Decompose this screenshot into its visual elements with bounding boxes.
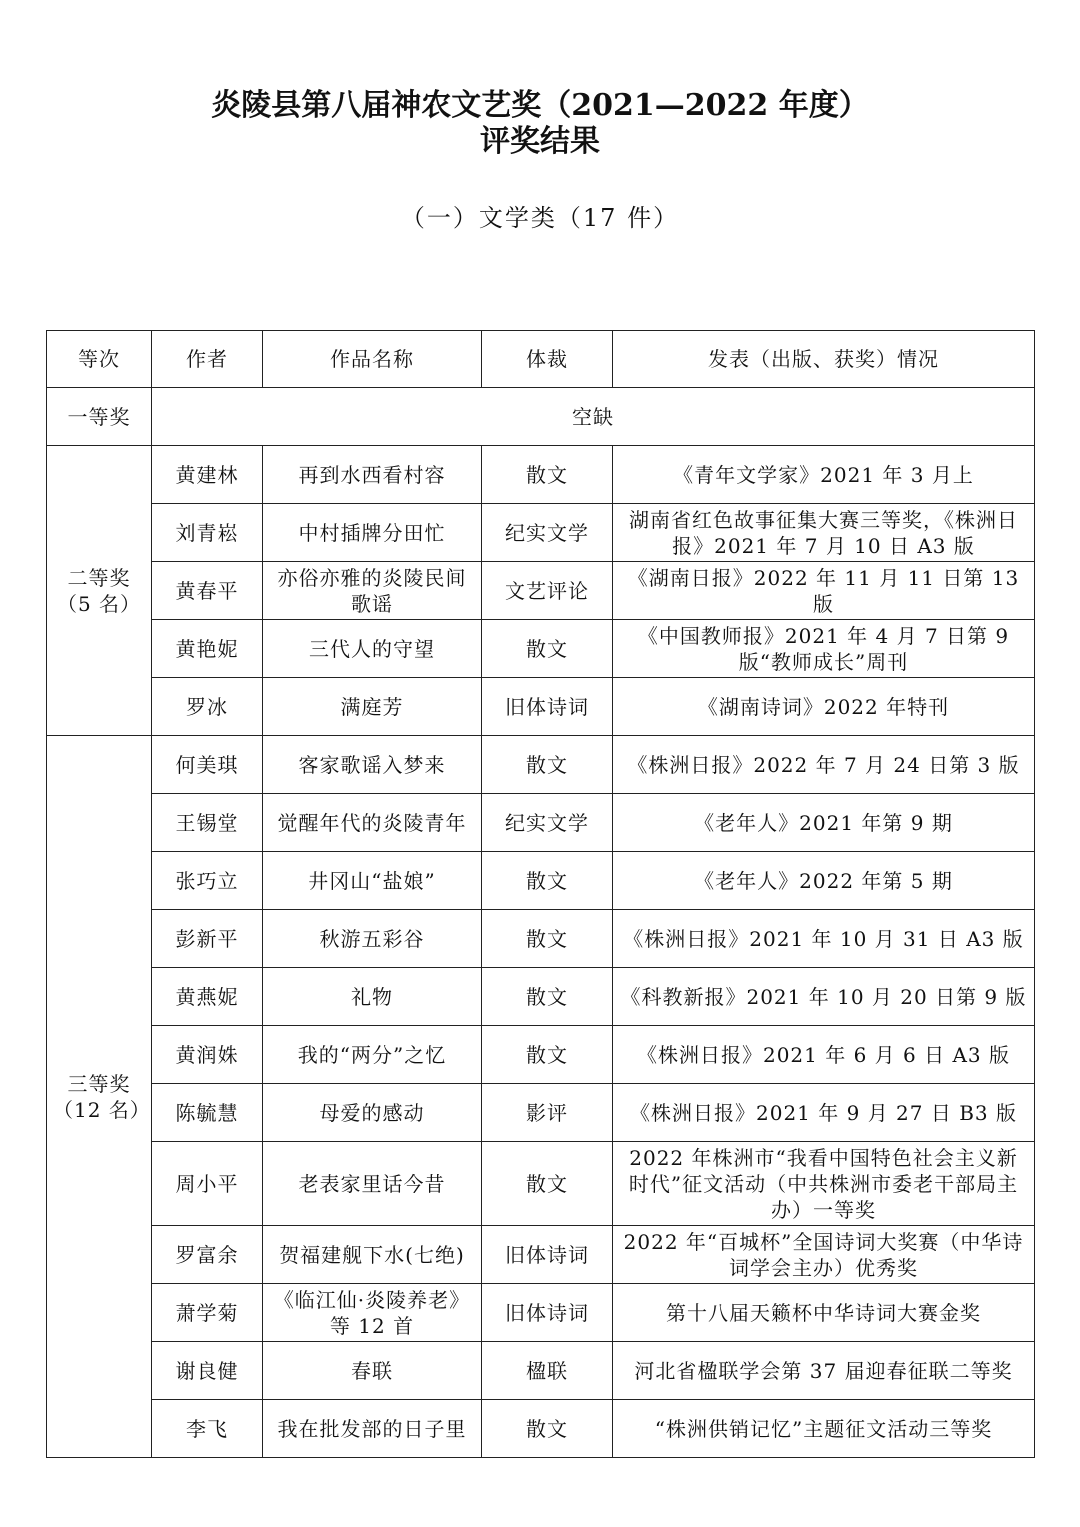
work-title-cell: 母爱的感动 xyxy=(263,1084,482,1142)
author-cell: 王锡堂 xyxy=(152,794,263,852)
header-genre: 体裁 xyxy=(482,331,613,388)
table-row xyxy=(47,1026,1035,1084)
author-cell: 刘青崧 xyxy=(152,504,263,562)
table-row xyxy=(47,562,1035,620)
publication-cell: 第十八届天籁杯中华诗词大赛金奖 xyxy=(613,1284,1035,1342)
genre-cell: 散文 xyxy=(482,910,613,968)
work-title-cell: 我的“两分”之忆 xyxy=(263,1026,482,1084)
publication-cell: 湖南省红色故事征集大赛三等奖，《株洲日报》2021 年 7 月 10 日 A3 版 xyxy=(613,504,1035,562)
table-row xyxy=(47,504,1035,562)
work-title-cell: 井冈山“盐娘” xyxy=(263,852,482,910)
table-row xyxy=(47,794,1035,852)
genre-cell: 散文 xyxy=(482,1142,613,1226)
author-cell: 黄春平 xyxy=(152,562,263,620)
table-row xyxy=(47,1400,1035,1458)
author-cell: 周小平 xyxy=(152,1142,263,1226)
genre-cell: 散文 xyxy=(482,620,613,678)
genre-cell: 散文 xyxy=(482,852,613,910)
publication-cell: 《株洲日报》2021 年 6 月 6 日 A3 版 xyxy=(613,1026,1035,1084)
table-row xyxy=(47,1226,1035,1284)
work-title-cell: 再到水西看村容 xyxy=(263,446,482,504)
author-cell: 黄润姝 xyxy=(152,1026,263,1084)
title-line-2: 评奖结果 xyxy=(480,124,600,159)
header-work-title: 作品名称 xyxy=(263,331,482,388)
genre-cell: 散文 xyxy=(482,1400,613,1458)
author-cell: 黄艳妮 xyxy=(152,620,263,678)
genre-cell: 散文 xyxy=(482,736,613,794)
table-row xyxy=(47,968,1035,1026)
genre-cell: 纪实文学 xyxy=(482,504,613,562)
second-prize-rank-label: 二等奖 xyxy=(67,565,131,590)
third-prize-rank xyxy=(47,736,152,1458)
table-row xyxy=(47,736,1035,794)
author-cell: 陈毓慧 xyxy=(152,1084,263,1142)
work-title-cell: 老表家里话今昔 xyxy=(263,1142,482,1226)
genre-cell: 旧体诗词 xyxy=(482,678,613,736)
author-cell: 李飞 xyxy=(152,1400,263,1458)
genre-cell: 楹联 xyxy=(482,1342,613,1400)
genre-cell: 旧体诗词 xyxy=(482,1284,613,1342)
publication-cell: 《老年人》2021 年第 9 期 xyxy=(613,794,1035,852)
genre-cell: 纪实文学 xyxy=(482,794,613,852)
table-row xyxy=(47,678,1035,736)
author-cell: 黄建林 xyxy=(152,446,263,504)
second-prize-rank xyxy=(47,446,152,736)
document-title xyxy=(0,88,1080,160)
publication-cell: 《湖南诗词》2022 年特刊 xyxy=(613,678,1035,736)
author-cell: 罗富余 xyxy=(152,1226,263,1284)
header-publication: 发表（出版、获奖）情况 xyxy=(613,331,1035,388)
work-title-cell: 觉醒年代的炎陵青年 xyxy=(263,794,482,852)
publication-cell: 《老年人》2022 年第 5 期 xyxy=(613,852,1035,910)
header-rank: 等次 xyxy=(47,331,152,388)
table-row xyxy=(47,910,1035,968)
awards-table xyxy=(46,330,1035,1458)
table-row xyxy=(47,852,1035,910)
genre-cell: 影评 xyxy=(482,1084,613,1142)
publication-cell: 《湖南日报》2022 年 11 月 11 日第 13 版 xyxy=(613,562,1035,620)
genre-cell: 旧体诗词 xyxy=(482,1226,613,1284)
publication-cell: 2022 年“百城杯”全国诗词大奖赛（中华诗词学会主办）优秀奖 xyxy=(613,1226,1035,1284)
table-row xyxy=(47,620,1035,678)
genre-cell: 散文 xyxy=(482,968,613,1026)
section-title: （一）文学类（17 件） xyxy=(400,204,680,232)
publication-cell: 《株洲日报》2022 年 7 月 24 日第 3 版 xyxy=(613,736,1035,794)
publication-cell: 《科教新报》2021 年 10 月 20 日第 9 版 xyxy=(613,968,1035,1026)
author-cell: 黄燕妮 xyxy=(152,968,263,1026)
table-row xyxy=(47,1084,1035,1142)
author-cell: 彭新平 xyxy=(152,910,263,968)
work-title-cell: 贺福建舰下水(七绝) xyxy=(263,1226,482,1284)
author-cell: 谢良健 xyxy=(152,1342,263,1400)
publication-cell: 《青年文学家》2021 年 3 月上 xyxy=(613,446,1035,504)
first-prize-vacant: 空缺 xyxy=(152,388,1035,446)
table-row xyxy=(47,1342,1035,1400)
publication-cell: 《株洲日报》2021 年 9 月 27 日 B3 版 xyxy=(613,1084,1035,1142)
publication-cell: 河北省楹联学会第 37 届迎春征联二等奖 xyxy=(613,1342,1035,1400)
publication-cell: “株洲供销记忆”主题征文活动三等奖 xyxy=(613,1400,1035,1458)
genre-cell: 散文 xyxy=(482,446,613,504)
work-title-cell: 亦俗亦雅的炎陵民间歌谣 xyxy=(263,562,482,620)
work-title-cell: 礼物 xyxy=(263,968,482,1026)
work-title-cell: 秋游五彩谷 xyxy=(263,910,482,968)
second-prize-rank-count: （5 名） xyxy=(56,591,142,616)
work-title-cell: 客家歌谣入梦来 xyxy=(263,736,482,794)
author-cell: 萧学菊 xyxy=(152,1284,263,1342)
header-row xyxy=(47,331,1035,388)
work-title-cell: 中村插牌分田忙 xyxy=(263,504,482,562)
publication-cell: 《株洲日报》2021 年 10 月 31 日 A3 版 xyxy=(613,910,1035,968)
genre-cell: 散文 xyxy=(482,1026,613,1084)
title-line-1: 炎陵县第八届神农文艺奖（2021—2022 年度） xyxy=(211,88,869,123)
author-cell: 何美琪 xyxy=(152,736,263,794)
work-title-cell: 《临江仙·炎陵养老》等 12 首 xyxy=(263,1284,482,1342)
author-cell: 罗冰 xyxy=(152,678,263,736)
table-row xyxy=(47,1142,1035,1226)
work-title-cell: 满庭芳 xyxy=(263,678,482,736)
header-author: 作者 xyxy=(152,331,263,388)
publication-cell: 2022 年株洲市“我看中国特色社会主义新时代”征文活动（中共株洲市委老干部局主办）一等奖 xyxy=(613,1142,1035,1226)
table-row xyxy=(47,1284,1035,1342)
first-prize-rank: 一等奖 xyxy=(47,388,152,446)
genre-cell: 文艺评论 xyxy=(482,562,613,620)
third-prize-rank-count: （12 名） xyxy=(53,1097,151,1122)
publication-cell: 《中国教师报》2021 年 4 月 7 日第 9 版“教师成长”周刊 xyxy=(613,620,1035,678)
work-title-cell: 三代人的守望 xyxy=(263,620,482,678)
first-prize-row xyxy=(47,388,1035,446)
third-prize-rank-label: 三等奖 xyxy=(67,1071,131,1096)
table-row xyxy=(47,446,1035,504)
work-title-cell: 我在批发部的日子里 xyxy=(263,1400,482,1458)
author-cell: 张巧立 xyxy=(152,852,263,910)
work-title-cell: 春联 xyxy=(263,1342,482,1400)
